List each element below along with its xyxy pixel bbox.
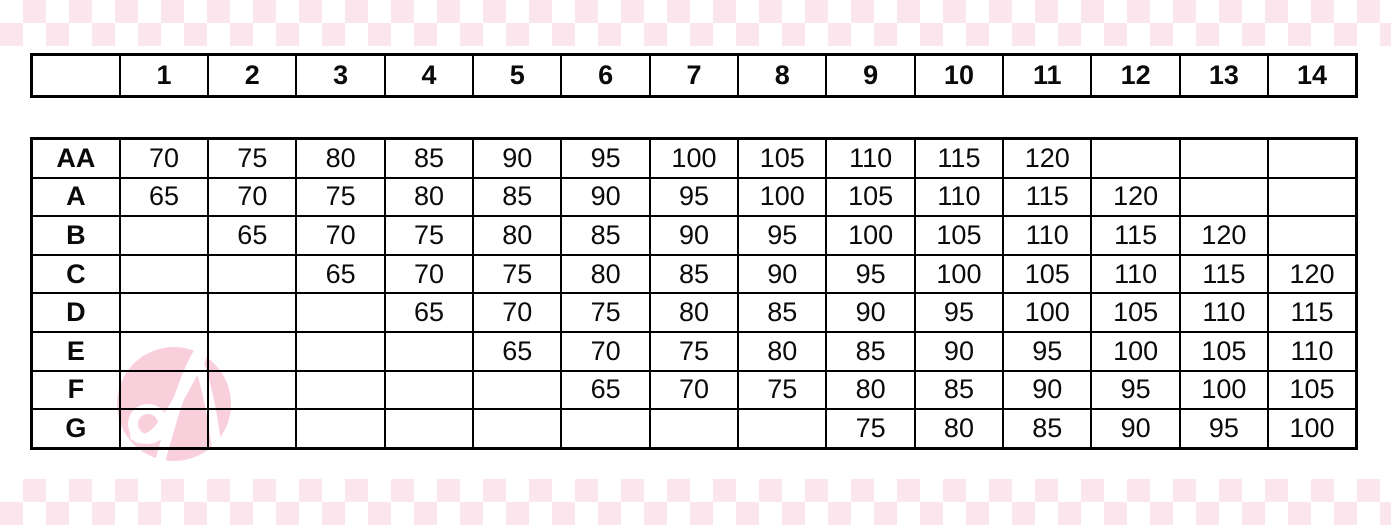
size-cell: 100 [1091,332,1179,371]
size-cell: 75 [738,371,826,410]
size-cell: 110 [1003,216,1091,255]
size-cell: 90 [738,255,826,294]
size-cell: 85 [915,371,1003,410]
size-cell [473,371,561,410]
row-label: C [32,255,120,294]
size-cell: 80 [915,409,1003,448]
size-cell: 90 [915,332,1003,371]
header-cell: 11 [1003,55,1091,97]
size-cell: 85 [738,293,826,332]
size-cell: 80 [826,371,914,410]
size-cell: 90 [826,293,914,332]
size-cell: 110 [1091,255,1179,294]
size-table-body [32,139,1357,449]
size-body-table [30,137,1358,450]
size-cell: 70 [561,332,649,371]
size-cell: 120 [1180,216,1268,255]
size-cell: 90 [473,139,561,178]
size-cell: 75 [561,293,649,332]
row-label: D [32,293,120,332]
size-cell: 115 [1268,293,1356,332]
size-cell: 110 [826,139,914,178]
size-cell: 90 [1091,409,1179,448]
size-cell: 100 [1268,409,1356,448]
size-cell [208,409,296,448]
size-cell [1268,178,1356,217]
size-cell: 80 [650,293,738,332]
header-cell: 6 [561,55,649,97]
table-row [32,178,1357,217]
size-cell: 115 [915,139,1003,178]
header-cell: 1 [120,55,208,97]
header-cell: 5 [473,55,561,97]
size-header-row [32,55,1357,97]
size-cell: 95 [650,178,738,217]
size-cell [120,409,208,448]
size-cell: 110 [1268,332,1356,371]
row-label: F [32,371,120,410]
size-cell: 65 [208,216,296,255]
size-cell [1091,139,1179,178]
size-cell: 85 [826,332,914,371]
size-cell [385,371,473,410]
size-cell [296,371,384,410]
header-cell: 10 [915,55,1003,97]
size-cell: 95 [1180,409,1268,448]
size-cell: 100 [915,255,1003,294]
size-cell: 120 [1003,139,1091,178]
size-cell: 110 [915,178,1003,217]
size-cell: 85 [473,178,561,217]
size-cell [296,293,384,332]
size-cell: 110 [1180,293,1268,332]
size-cell: 80 [561,255,649,294]
size-cell: 80 [738,332,826,371]
size-cell: 65 [296,255,384,294]
size-cell: 75 [296,178,384,217]
header-cell: 9 [826,55,914,97]
size-cell [1268,139,1356,178]
size-cell [208,332,296,371]
size-cell: 95 [1003,332,1091,371]
size-cell: 85 [1003,409,1091,448]
row-label: A [32,178,120,217]
size-cell [120,371,208,410]
table-row [32,139,1357,178]
size-cell [296,409,384,448]
header-cell: 3 [296,55,384,97]
header-cell: 2 [208,55,296,97]
size-cell: 105 [826,178,914,217]
header-cell: 13 [1180,55,1268,97]
size-body-table-wrap [30,137,1358,450]
size-cell: 90 [561,178,649,217]
size-cell: 100 [650,139,738,178]
header-cell: 4 [385,55,473,97]
size-cell: 100 [1003,293,1091,332]
size-cell: 95 [826,255,914,294]
size-cell: 105 [1003,255,1091,294]
size-cell: 115 [1180,255,1268,294]
size-cell [650,409,738,448]
size-cell: 70 [473,293,561,332]
size-cell [738,409,826,448]
size-cell [1180,178,1268,217]
size-cell: 75 [826,409,914,448]
column-header-table [30,53,1358,98]
transparency-checker-top [0,0,1391,46]
size-cell: 75 [385,216,473,255]
size-cell: 85 [561,216,649,255]
size-cell: 75 [650,332,738,371]
row-label: G [32,409,120,448]
size-cell: 115 [1003,178,1091,217]
header-cell: 8 [738,55,826,97]
size-cell [208,293,296,332]
table-row [32,371,1357,410]
size-cell: 80 [385,178,473,217]
size-cell: 95 [1091,371,1179,410]
size-cell: 65 [561,371,649,410]
row-label: B [32,216,120,255]
table-row [32,255,1357,294]
size-cell [296,332,384,371]
size-cell: 105 [1180,332,1268,371]
size-cell: 85 [650,255,738,294]
size-cell: 85 [385,139,473,178]
size-cell: 70 [120,139,208,178]
size-cell: 95 [561,139,649,178]
size-cell: 105 [915,216,1003,255]
size-cell: 75 [208,139,296,178]
size-cell: 95 [738,216,826,255]
size-cell: 100 [826,216,914,255]
row-label: AA [32,139,120,178]
header-cell: 12 [1091,55,1179,97]
size-cell: 115 [1091,216,1179,255]
size-cell: 90 [650,216,738,255]
size-cell: 70 [385,255,473,294]
size-cell: 100 [1180,371,1268,410]
size-cell: 100 [738,178,826,217]
size-cell: 90 [1003,371,1091,410]
size-cell: 70 [208,178,296,217]
transparency-checker-bottom [0,479,1391,525]
table-row [32,293,1357,332]
header-corner-cell [32,55,120,97]
size-cell: 105 [738,139,826,178]
size-cell: 80 [473,216,561,255]
column-header-table-wrap [30,53,1358,98]
size-cell: 80 [296,139,384,178]
size-cell: 65 [120,178,208,217]
size-cell [385,332,473,371]
size-cell: 65 [473,332,561,371]
size-cell: 105 [1268,371,1356,410]
size-cell: 70 [650,371,738,410]
table-row [32,216,1357,255]
size-cell: 95 [915,293,1003,332]
size-cell [208,255,296,294]
size-cell: 65 [385,293,473,332]
header-cell: 14 [1268,55,1356,97]
size-cell [120,293,208,332]
size-cell: 120 [1091,178,1179,217]
size-cell [561,409,649,448]
size-cell [1180,139,1268,178]
table-row [32,332,1357,371]
header-cell: 7 [650,55,738,97]
size-cell: 120 [1268,255,1356,294]
size-cell [1268,216,1356,255]
size-cell [208,371,296,410]
size-cell: 105 [1091,293,1179,332]
size-cell [120,216,208,255]
size-cell [120,332,208,371]
size-cell: 75 [473,255,561,294]
row-label: E [32,332,120,371]
size-cell [120,255,208,294]
size-cell [473,409,561,448]
size-cell: 70 [296,216,384,255]
table-row [32,409,1357,448]
size-cell [385,409,473,448]
